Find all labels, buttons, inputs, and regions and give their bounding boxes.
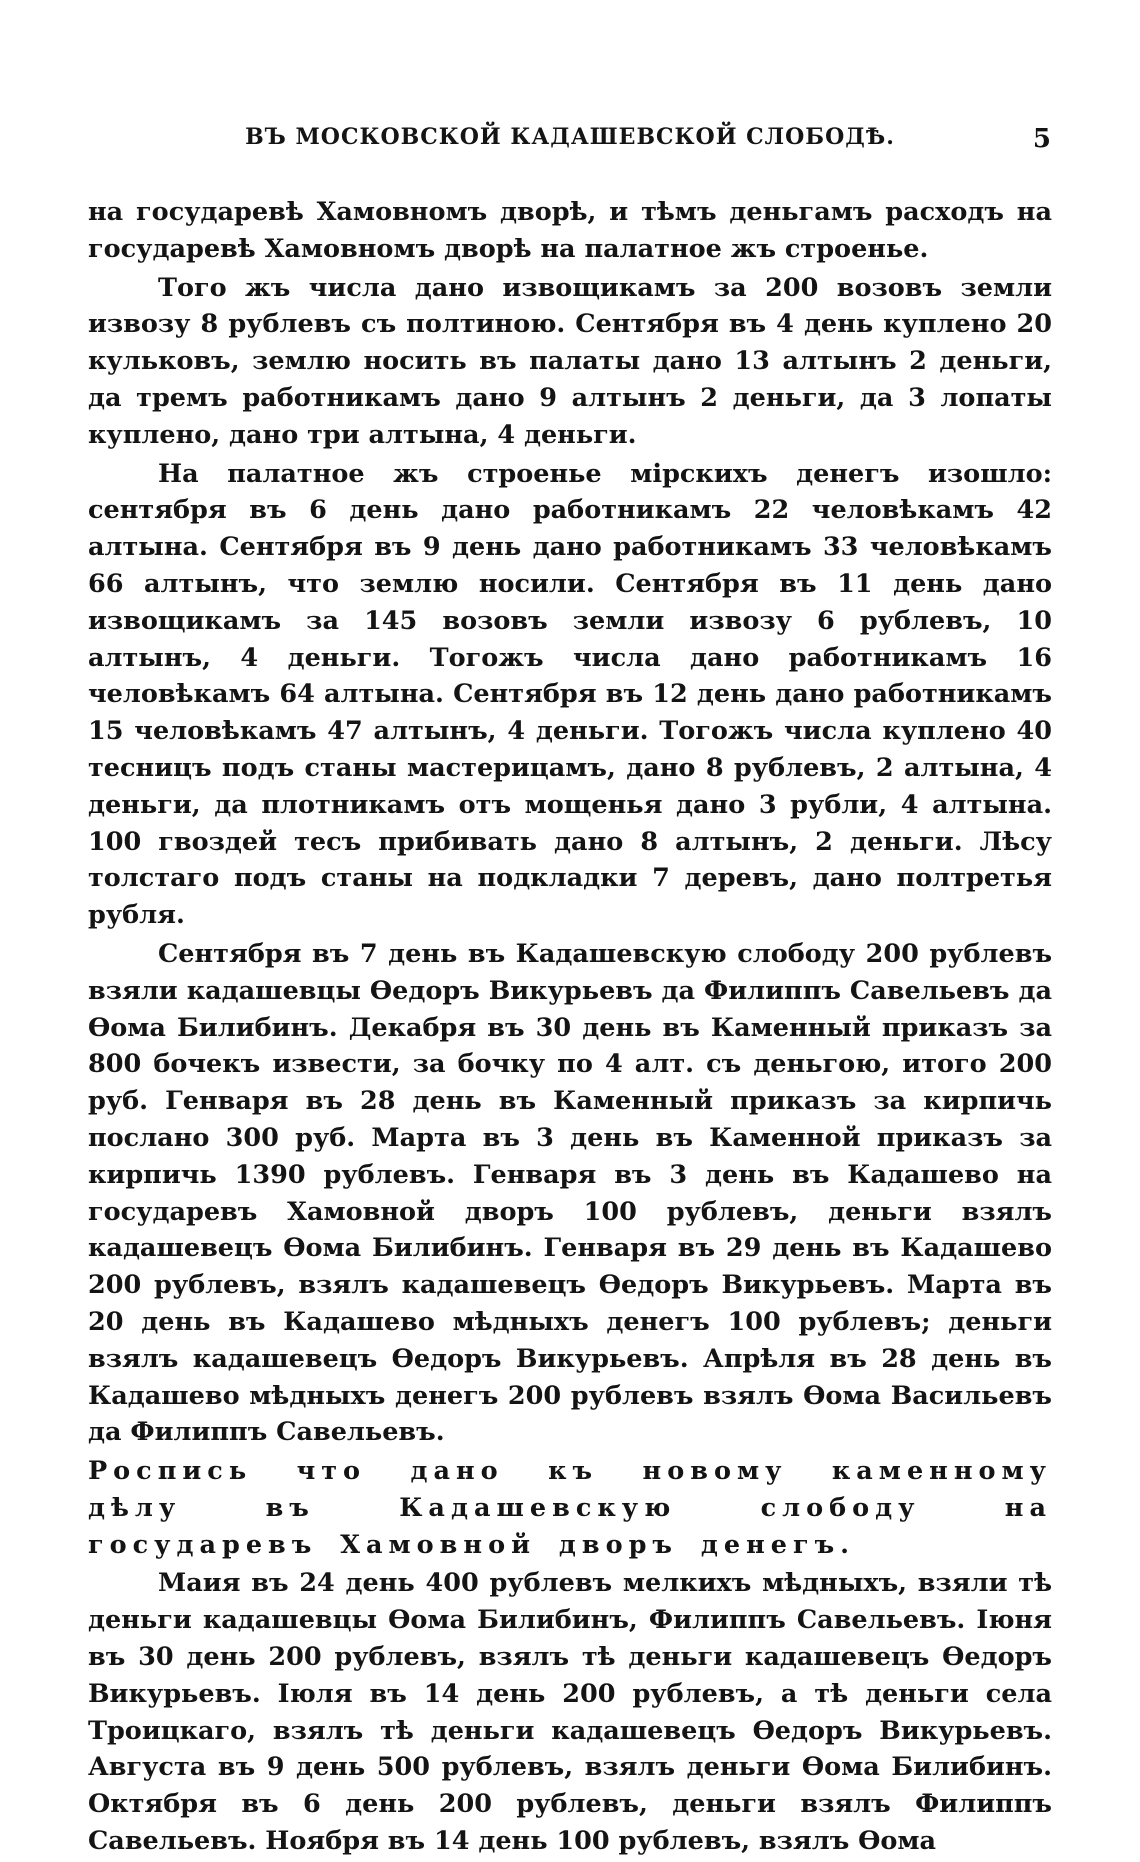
book-page [88,124,1052,1862]
page-number: 5 [1032,124,1052,154]
paragraph-continuation: на государевѣ Хамовномъ дворѣ, и тѣмъ деньгамъ расходъ на государевѣ Хамовномъ дворѣ на палатное жъ строенье. [88,197,1052,264]
running-head [88,124,1052,164]
body-text [88,194,1052,1860]
paragraph: Сентября въ 7 день въ Кадашевскую слободу 200 рублевъ взяли кадашевцы Ѳедоръ Викурьевъ да Филиппъ Савельевъ да Ѳома Билибинъ. Декабря въ 30 день въ Каменный приказъ за 800 бочекъ извести, за бочку по 4 алт. съ деньгою, итого 200 руб. Генваря въ 28 день въ Каменный приказъ за кирпичь послано 300 руб. Марта въ 3 день въ Каменной приказъ за кирпичь 1390 рублевъ. Генваря въ 3 день въ Кадашево на государевъ Хамовной дворъ 100 рублевъ, деньги взялъ кадашевецъ Ѳома Билибинъ. Генваря въ 29 день въ Кадашево 200 рублевъ, взялъ кадашевецъ Ѳедоръ Викурьевъ. Марта въ 20 день въ Кадашево мѣдныхъ денегъ 100 рублевъ; деньги взялъ кадашевецъ Ѳедоръ Викурьевъ. Апрѣля въ 28 день въ Кадашево мѣдныхъ денегъ 200 рублевъ взялъ Ѳома Васильевъ да Филиппъ Савельевъ. [88,938,1052,1448]
running-title: ВЪ МОСКОВСКОЙ КАДАШЕВСКОЙ СЛОБОДѢ. [245,124,895,150]
paragraph: Того жъ числа дано извощикамъ за 200 возовъ земли извозу 8 рублевъ съ полтиною. Сентября въ 4 день куплено 20 кульковъ, землю носить въ палаты дано 13 алтынъ 2 деньги, да тремъ работникамъ дано 9 алтынъ 2 деньги, да 3 лопаты куплено, дано три алтына, 4 деньги. [88,272,1052,450]
paragraph: На палатное жъ строенье мірскихъ денегъ изошло: сентября въ 6 день дано работникамъ 22 человѣкамъ 42 алтына. Сентября въ 9 день дано работникамъ 33 человѣкамъ 66 алтынъ, что землю носили. Сентября въ 11 день дано извощикамъ за 145 возовъ земли извозу 6 рублевъ, 10 алтынъ, 4 деньги. Тогожъ числа дано работникамъ 16 человѣкамъ 64 алтына. Сентября въ 12 день дано работникамъ 15 человѣкамъ 47 алтынъ, 4 деньги. Тогожъ числа куплено 40 тесницъ подъ станы мастерицамъ, дано 8 рублевъ, 2 алтына, 4 деньги, да плотникамъ отъ мощенья дано 3 рубли, 4 алтына. 100 гвоздей тесъ прибивать дано 8 алтынъ, 2 деньги. Лѣсу толстаго подъ станы на подкладки 7 деревъ, дано полтретья рубля. [88,458,1052,931]
section-heading-spaced: Роспись что дано къ новому каменному дѣлу въ Кадашевскую слободу на государевъ Хамовной дворъ денегъ. [88,1456,1052,1560]
paragraph: Маия въ 24 день 400 рублевъ мелкихъ мѣдныхъ, взяли тѣ деньги кадашевцы Ѳома Билибинъ, Филиппъ Савельевъ. Іюня въ 30 день 200 рублевъ, взялъ тѣ деньги кадашевецъ Ѳедоръ Викурьевъ. Іюля въ 14 день 200 рублевъ, а тѣ деньги села Троицкаго, взялъ тѣ деньги кадашевецъ Ѳедоръ Викурьевъ. Августа въ 9 день 500 рублевъ, взялъ деньги Ѳома Билибинъ. Октября въ 6 день 200 рублевъ, деньги взялъ Филиппъ Савельевъ. Ноября въ 14 день 100 рублевъ, взялъ Ѳома [88,1568,1052,1857]
